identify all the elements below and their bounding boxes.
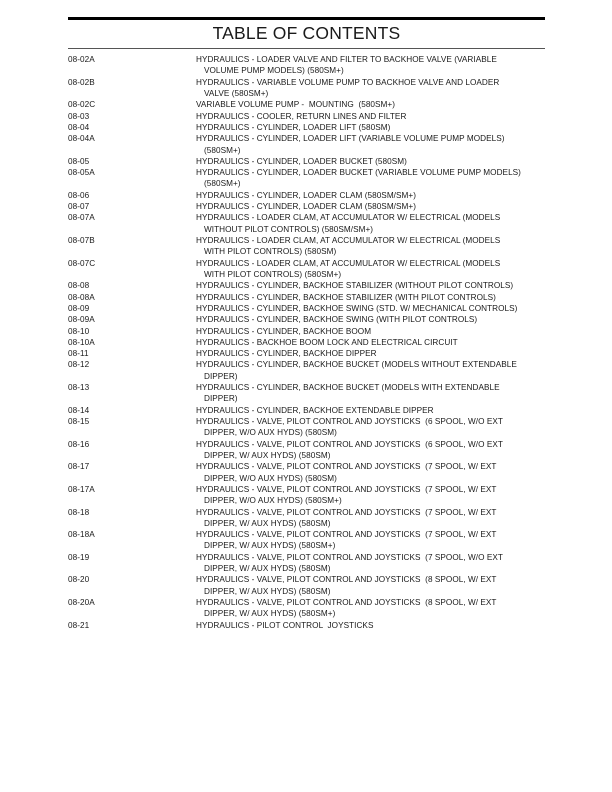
toc-entry-number: 08-04A — [68, 134, 95, 144]
toc-entry[interactable] — [0, 552, 612, 575]
toc-entry[interactable] — [0, 77, 612, 100]
toc-entry[interactable] — [0, 235, 612, 258]
toc-entry-title: HYDRAULICS - CYLINDER, BACKHOE STABILIZER (WITHOUT PILOT CONTROLS) — [196, 281, 514, 291]
toc-entry-line — [0, 269, 612, 280]
toc-entry-number: 08-10 — [68, 326, 90, 336]
page-title: TABLE OF CONTENTS — [212, 23, 401, 43]
toc-entry-line — [0, 427, 612, 438]
toc-entry-title-continuation: WITHOUT PILOT CONTROLS) (580SM/SM+) — [204, 224, 374, 234]
toc-entry[interactable] — [0, 133, 612, 156]
toc-entry-number: 08-14 — [68, 405, 90, 415]
toc-entry-line — [0, 258, 612, 269]
toc-entry-line — [0, 495, 612, 506]
toc-entry-number: 08-04 — [68, 122, 90, 132]
toc-entry[interactable] — [0, 529, 612, 552]
toc-entry[interactable] — [0, 348, 612, 359]
toc-entry-title: HYDRAULICS - BACKHOE BOOM LOCK AND ELECTRICAL CIRCUIT — [196, 337, 458, 347]
toc-entry-title: HYDRAULICS - CYLINDER, LOADER LIFT (580SM) — [196, 122, 391, 132]
toc-entry-title-continuation: DIPPER, W/O AUX HYDS) (580SM) — [204, 428, 337, 438]
toc-entry-title: HYDRAULICS - CYLINDER, BACKHOE EXTENDABLE DIPPER — [196, 405, 434, 415]
toc-entry-line — [0, 518, 612, 529]
toc-entry-title-continuation: (580SM+) — [204, 145, 241, 155]
toc-entry-line — [0, 99, 612, 110]
toc-entry-title: HYDRAULICS - VALVE, PILOT CONTROL AND JOYSTICKS (7 SPOOL, W/ EXT — [196, 462, 497, 472]
toc-entry-line — [0, 416, 612, 427]
toc-entry-line — [0, 563, 612, 574]
toc-entry-number: 08-07C — [68, 258, 96, 268]
toc-entry-line — [0, 450, 612, 461]
toc-entry-number: 08-02A — [68, 55, 95, 64]
toc-entry-title: HYDRAULICS - CYLINDER, LOADER BUCKET (VARIABLE VOLUME PUMP MODELS) — [196, 168, 521, 178]
toc-entry-line — [0, 405, 612, 416]
toc-entry-title-continuation: DIPPER, W/ AUX HYDS) (580SM) — [204, 518, 331, 528]
header-top-rule — [68, 17, 545, 20]
toc-entry[interactable] — [0, 416, 612, 439]
toc-entry[interactable] — [0, 574, 612, 597]
toc-entry-line — [0, 280, 612, 291]
toc-entry-title-continuation: WITH PILOT CONTROLS) (580SM+) — [204, 269, 342, 279]
toc-entry[interactable] — [0, 326, 612, 337]
toc-entry-title: HYDRAULICS - CYLINDER, BACKHOE STABILIZER (WITH PILOT CONTROLS) — [196, 292, 496, 302]
toc-entry-number: 08-19 — [68, 552, 90, 562]
toc-entry[interactable] — [0, 122, 612, 133]
toc-entry-line — [0, 359, 612, 370]
toc-entry-title: HYDRAULICS - VALVE, PILOT CONTROL AND JOYSTICKS (7 SPOOL, W/ EXT — [196, 507, 497, 517]
toc-entry[interactable] — [0, 99, 612, 110]
toc-entry-title: HYDRAULICS - CYLINDER, LOADER BUCKET (580SM) — [196, 156, 407, 166]
toc-entry-title: HYDRAULICS - CYLINDER, BACKHOE BUCKET (MODELS WITHOUT EXTENDABLE — [196, 360, 517, 370]
toc-entry-title-continuation: (580SM+) — [204, 179, 241, 189]
toc-entry-number: 08-16 — [68, 439, 90, 449]
toc-entry-line — [0, 190, 612, 201]
toc-entry-line — [0, 439, 612, 450]
toc-entry-title-continuation: DIPPER) — [204, 394, 238, 404]
toc-entry[interactable] — [0, 620, 612, 631]
toc-entry-title-continuation: DIPPER, W/ AUX HYDS) (580SM+) — [204, 609, 336, 619]
toc-entry-line — [0, 201, 612, 212]
toc-entry-title: HYDRAULICS - LOADER CLAM, AT ACCUMULATOR W/ ELECTRICAL (MODELS — [196, 213, 501, 223]
toc-entry-title: HYDRAULICS - CYLINDER, BACKHOE BOOM — [196, 326, 372, 336]
toc-entry-line — [0, 393, 612, 404]
toc-entry[interactable] — [0, 461, 612, 484]
toc-entry[interactable] — [0, 337, 612, 348]
toc-entry-title-continuation: DIPPER, W/ AUX HYDS) (580SM) — [204, 586, 331, 596]
toc-entry-number: 08-21 — [68, 620, 90, 630]
toc-entry-number: 08-09A — [68, 315, 95, 325]
toc-entry[interactable] — [0, 156, 612, 167]
toc-entry-number: 08-11 — [68, 349, 89, 359]
toc-entry-line — [0, 574, 612, 585]
toc-entry-line — [0, 473, 612, 484]
toc-entry-line — [0, 382, 612, 393]
toc-entry-line — [0, 540, 612, 551]
toc-entry-number: 08-15 — [68, 417, 90, 426]
toc-entry-number: 08-10A — [68, 337, 95, 347]
toc-entry[interactable] — [0, 212, 612, 235]
toc-entry-line — [0, 167, 612, 178]
toc-entry-title: HYDRAULICS - COOLER, RETURN LINES AND FILTER — [196, 111, 407, 121]
toc-entry[interactable] — [0, 382, 612, 405]
toc-entry-title: HYDRAULICS - CYLINDER, BACKHOE BUCKET (MODELS WITH EXTENDABLE — [196, 383, 500, 393]
toc-entry-line — [0, 507, 612, 518]
toc-entry-title: HYDRAULICS - VALVE, PILOT CONTROL AND JOYSTICKS (6 SPOOL, W/O EXT — [196, 417, 503, 426]
toc-entry-title: HYDRAULICS - VALVE, PILOT CONTROL AND JOYSTICKS (6 SPOOL, W/O EXT — [196, 439, 503, 449]
toc-entry-number: 08-03 — [68, 111, 90, 121]
toc-entry[interactable] — [0, 303, 612, 314]
toc-entry-number: 08-17A — [68, 484, 95, 494]
toc-entry-line — [0, 552, 612, 563]
toc-entry-line — [0, 303, 612, 314]
toc-entry[interactable] — [0, 167, 612, 190]
toc-entry-line — [0, 461, 612, 472]
toc-entry-line — [0, 65, 612, 76]
toc-entry-line — [0, 224, 612, 235]
toc-entry-title-continuation: DIPPER, W/ AUX HYDS) (580SM) — [204, 450, 331, 460]
toc-entry-line — [0, 178, 612, 189]
toc-entry-number: 08-09 — [68, 303, 90, 313]
toc-entry-line — [0, 608, 612, 619]
toc-entry-number: 08-02C — [68, 100, 96, 110]
toc-entry-title-continuation: DIPPER, W/ AUX HYDS) (580SM) — [204, 564, 331, 574]
toc-entry-title: HYDRAULICS - CYLINDER, LOADER LIFT (VARIABLE VOLUME PUMP MODELS) — [196, 134, 505, 144]
toc-entry-line — [0, 326, 612, 337]
toc-entry-title: HYDRAULICS - CYLINDER, LOADER CLAM (580SM/SM+) — [196, 202, 416, 212]
toc-entry-title: HYDRAULICS - CYLINDER, LOADER CLAM (580SM/SM+) — [196, 190, 416, 200]
toc-entry[interactable] — [0, 405, 612, 416]
toc-entry[interactable] — [0, 439, 612, 462]
toc-entry-title: HYDRAULICS - CYLINDER, BACKHOE SWING (WITH PILOT CONTROLS) — [196, 315, 478, 325]
toc-entry-number: 08-17 — [68, 462, 90, 472]
toc-entry-number: 08-20 — [68, 575, 90, 585]
toc-entry-number: 08-05A — [68, 168, 95, 178]
toc-entry-line — [0, 235, 612, 246]
toc-entry-line — [0, 371, 612, 382]
toc-entry[interactable] — [0, 292, 612, 303]
toc-entry-line — [0, 348, 612, 359]
toc-entry-title-continuation: DIPPER, W/ AUX HYDS) (580SM+) — [204, 541, 336, 551]
toc-entry-line — [0, 292, 612, 303]
toc-entry-line — [0, 133, 612, 144]
table-of-contents-list — [0, 54, 612, 631]
toc-entry-title: HYDRAULICS - CYLINDER, BACKHOE SWING (STD. W/ MECHANICAL CONTROLS) — [196, 303, 518, 313]
toc-entry[interactable] — [0, 507, 612, 530]
toc-entry-number: 08-13 — [68, 383, 90, 393]
toc-entry[interactable] — [0, 280, 612, 291]
toc-entry-number: 08-08 — [68, 281, 90, 291]
toc-entry-line — [0, 111, 612, 122]
header-bottom-rule — [68, 48, 545, 49]
toc-entry-title-continuation: DIPPER, W/O AUX HYDS) (580SM+) — [204, 496, 342, 506]
toc-entry-line — [0, 529, 612, 540]
toc-entry-title-continuation: VOLUME PUMP MODELS) (580SM+) — [204, 66, 344, 76]
toc-entry-line — [0, 337, 612, 348]
toc-entry-title: HYDRAULICS - CYLINDER, BACKHOE DIPPER — [196, 349, 377, 359]
toc-entry-line — [0, 620, 612, 631]
toc-entry-title-continuation: DIPPER) — [204, 371, 238, 381]
toc-entry[interactable] — [0, 201, 612, 212]
toc-entry-line — [0, 597, 612, 608]
toc-entry-line — [0, 246, 612, 257]
toc-entry[interactable] — [0, 111, 612, 122]
toc-entry-title: HYDRAULICS - LOADER CLAM, AT ACCUMULATOR W/ ELECTRICAL (MODELS — [196, 236, 501, 245]
toc-entry-title: HYDRAULICS - PILOT CONTROL JOYSTICKS — [196, 620, 374, 630]
toc-entry-title: HYDRAULICS - VALVE, PILOT CONTROL AND JOYSTICKS (7 SPOOL, W/O EXT — [196, 552, 503, 562]
toc-entry-line — [0, 156, 612, 167]
toc-entry-title-continuation: VALVE (580SM+) — [204, 88, 269, 98]
toc-entry-line — [0, 586, 612, 597]
toc-entry-title: VARIABLE VOLUME PUMP - MOUNTING (580SM+) — [196, 100, 396, 110]
toc-entry-title-continuation: WITH PILOT CONTROLS) (580SM) — [204, 247, 337, 257]
toc-entry-line — [0, 212, 612, 223]
toc-entry-line — [0, 54, 612, 65]
toc-entry-title: HYDRAULICS - VALVE, PILOT CONTROL AND JOYSTICKS (8 SPOOL, W/ EXT — [196, 598, 497, 607]
toc-entry-number: 08-07A — [68, 213, 95, 223]
toc-entry-number: 08-08A — [68, 292, 95, 302]
toc-entry[interactable] — [0, 484, 612, 507]
toc-entry-number: 08-07 — [68, 202, 90, 212]
toc-entry[interactable] — [0, 314, 612, 325]
toc-entry-title: HYDRAULICS - VALVE, PILOT CONTROL AND JOYSTICKS (7 SPOOL, W/ EXT — [196, 484, 497, 494]
toc-entry[interactable] — [0, 359, 612, 382]
toc-entry-line — [0, 484, 612, 495]
toc-entry[interactable] — [0, 190, 612, 201]
toc-entry-title-continuation: DIPPER, W/O AUX HYDS) (580SM) — [204, 473, 337, 483]
toc-entry-title: HYDRAULICS - LOADER CLAM, AT ACCUMULATOR W/ ELECTRICAL (MODELS — [196, 258, 501, 268]
toc-entry-number: 08-06 — [68, 190, 90, 200]
toc-entry-line — [0, 145, 612, 156]
toc-entry-line — [0, 77, 612, 88]
toc-entry-number: 08-18 — [68, 507, 90, 517]
toc-entry-number: 08-18A — [68, 530, 95, 540]
toc-entry-line — [0, 88, 612, 99]
toc-entry-line — [0, 314, 612, 325]
toc-entry[interactable] — [0, 54, 612, 77]
toc-entry[interactable] — [0, 597, 612, 620]
toc-entry-title: HYDRAULICS - VALVE, PILOT CONTROL AND JOYSTICKS (8 SPOOL, W/ EXT — [196, 575, 497, 585]
toc-entry[interactable] — [0, 258, 612, 281]
toc-entry-title: HYDRAULICS - VARIABLE VOLUME PUMP TO BACKHOE VALVE AND LOADER — [196, 77, 500, 87]
toc-entry-number: 08-05 — [68, 156, 90, 166]
toc-entry-number: 08-02B — [68, 77, 95, 87]
toc-entry-number: 08-20A — [68, 598, 95, 607]
toc-entry-number: 08-12 — [68, 360, 90, 370]
toc-entry-title: HYDRAULICS - LOADER VALVE AND FILTER TO BACKHOE VALVE (VARIABLE — [196, 55, 497, 64]
toc-entry-line — [0, 122, 612, 133]
toc-entry-title: HYDRAULICS - VALVE, PILOT CONTROL AND JOYSTICKS (7 SPOOL, W/ EXT — [196, 530, 497, 540]
toc-entry-number: 08-07B — [68, 236, 95, 245]
